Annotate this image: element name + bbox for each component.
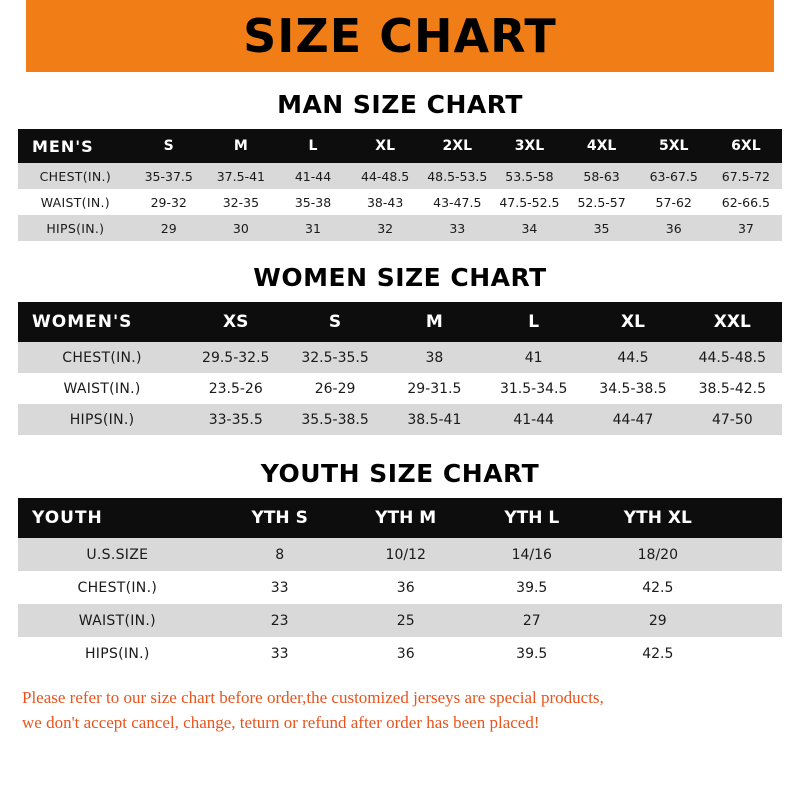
- footer-note-line-2: we don't accept cancel, change, teturn or refund after order has been placed!: [22, 712, 540, 732]
- table-row: [18, 189, 782, 215]
- content-area: [0, 72, 800, 800]
- youth-waist-s: 23: [217, 604, 343, 637]
- youth-row-hips-label: HIPS(IN.): [18, 637, 217, 670]
- youth-hips-s: 33: [217, 637, 343, 670]
- women-waist-m: 29-31.5: [385, 373, 484, 404]
- youth-waist-xl: 29: [595, 604, 721, 637]
- women-waist-s: 26-29: [285, 373, 384, 404]
- youth-chest-s: 33: [217, 571, 343, 604]
- man-header-label: MEN'S: [18, 129, 133, 163]
- man-col-5xl: 5XL: [638, 129, 710, 163]
- man-chest-2xl: 48.5-53.5: [421, 163, 493, 189]
- man-row-hips-label: HIPS(IN.): [18, 215, 133, 241]
- youth-col-s: YTH S: [217, 498, 343, 538]
- women-waist-xs: 23.5-26: [186, 373, 285, 404]
- women-hips-xl: 44-47: [583, 404, 682, 435]
- youth-row-chest-label: CHEST(IN.): [18, 571, 217, 604]
- footer-note-line-1: Please refer to our size chart before order,the customized jerseys are special products,: [22, 688, 604, 707]
- youth-waist-l: 27: [469, 604, 595, 637]
- women-header-label: WOMEN'S: [18, 302, 186, 342]
- table-row: [18, 373, 782, 404]
- youth-hips-spacer: [721, 637, 782, 670]
- women-row-hips-label: HIPS(IN.): [18, 404, 186, 435]
- youth-col-m: YTH M: [343, 498, 469, 538]
- youth-col-spacer: [721, 498, 782, 538]
- banner-right-edge: [774, 0, 800, 72]
- youth-ussize-xl: 18/20: [595, 538, 721, 571]
- man-row-chest-label: CHEST(IN.): [18, 163, 133, 189]
- women-col-xs: XS: [186, 302, 285, 342]
- man-chest-m: 37.5-41: [205, 163, 277, 189]
- man-chest-xl: 44-48.5: [349, 163, 421, 189]
- women-col-l: L: [484, 302, 583, 342]
- youth-ussize-spacer: [721, 538, 782, 571]
- man-waist-6xl: 62-66.5: [710, 189, 782, 215]
- page-title: SIZE CHART: [243, 9, 557, 63]
- man-hips-3xl: 34: [493, 215, 565, 241]
- table-row: [18, 342, 782, 373]
- youth-col-xl: YTH XL: [595, 498, 721, 538]
- women-chest-s: 32.5-35.5: [285, 342, 384, 373]
- women-col-m: M: [385, 302, 484, 342]
- table-header-row: [18, 302, 782, 342]
- man-col-m: M: [205, 129, 277, 163]
- man-hips-l: 31: [277, 215, 349, 241]
- man-size-table: [18, 129, 782, 241]
- women-waist-xl: 34.5-38.5: [583, 373, 682, 404]
- youth-ussize-s: 8: [217, 538, 343, 571]
- man-hips-xl: 32: [349, 215, 421, 241]
- man-col-3xl: 3XL: [493, 129, 565, 163]
- table-row: [18, 404, 782, 435]
- women-chest-xs: 29.5-32.5: [186, 342, 285, 373]
- header-banner: [0, 0, 800, 72]
- women-waist-xxl: 38.5-42.5: [683, 373, 782, 404]
- table-row: [18, 163, 782, 189]
- youth-hips-l: 39.5: [469, 637, 595, 670]
- man-col-6xl: 6XL: [710, 129, 782, 163]
- youth-hips-m: 36: [343, 637, 469, 670]
- youth-row-waist-label: WAIST(IN.): [18, 604, 217, 637]
- table-row: [18, 215, 782, 241]
- man-hips-s: 29: [133, 215, 205, 241]
- youth-hips-xl: 42.5: [595, 637, 721, 670]
- banner-left-edge: [0, 0, 26, 72]
- man-hips-2xl: 33: [421, 215, 493, 241]
- youth-chest-spacer: [721, 571, 782, 604]
- women-row-chest-label: CHEST(IN.): [18, 342, 186, 373]
- youth-ussize-m: 10/12: [343, 538, 469, 571]
- youth-header-label: YOUTH: [18, 498, 217, 538]
- man-section-title: MAN SIZE CHART: [277, 90, 523, 119]
- youth-waist-m: 25: [343, 604, 469, 637]
- table-header-row: [18, 129, 782, 163]
- man-chest-l: 41-44: [277, 163, 349, 189]
- man-waist-s: 29-32: [133, 189, 205, 215]
- man-col-4xl: 4XL: [566, 129, 638, 163]
- man-chest-5xl: 63-67.5: [638, 163, 710, 189]
- women-size-table: [18, 302, 782, 435]
- man-waist-l: 35-38: [277, 189, 349, 215]
- table-row: [18, 604, 782, 637]
- youth-ussize-l: 14/16: [469, 538, 595, 571]
- youth-col-l: YTH L: [469, 498, 595, 538]
- youth-row-ussize-label: U.S.SIZE: [18, 538, 217, 571]
- women-col-xxl: XXL: [683, 302, 782, 342]
- women-chest-l: 41: [484, 342, 583, 373]
- women-chest-m: 38: [385, 342, 484, 373]
- women-col-s: S: [285, 302, 384, 342]
- man-hips-4xl: 35: [566, 215, 638, 241]
- man-col-xl: XL: [349, 129, 421, 163]
- man-row-waist-label: WAIST(IN.): [18, 189, 133, 215]
- man-waist-xl: 38-43: [349, 189, 421, 215]
- table-row: [18, 538, 782, 571]
- man-col-l: L: [277, 129, 349, 163]
- man-waist-3xl: 47.5-52.5: [493, 189, 565, 215]
- women-waist-l: 31.5-34.5: [484, 373, 583, 404]
- man-col-s: S: [133, 129, 205, 163]
- youth-chest-xl: 42.5: [595, 571, 721, 604]
- man-hips-6xl: 37: [710, 215, 782, 241]
- man-waist-4xl: 52.5-57: [566, 189, 638, 215]
- women-section-title: WOMEN SIZE CHART: [253, 263, 547, 292]
- man-waist-m: 32-35: [205, 189, 277, 215]
- youth-chest-m: 36: [343, 571, 469, 604]
- women-hips-xxl: 47-50: [683, 404, 782, 435]
- man-chest-4xl: 58-63: [566, 163, 638, 189]
- women-hips-xs: 33-35.5: [186, 404, 285, 435]
- youth-section-title: YOUTH SIZE CHART: [260, 459, 540, 488]
- man-chest-6xl: 67.5-72: [710, 163, 782, 189]
- table-row: [18, 571, 782, 604]
- man-chest-3xl: 53.5-58: [493, 163, 565, 189]
- women-chest-xl: 44.5: [583, 342, 682, 373]
- man-waist-2xl: 43-47.5: [421, 189, 493, 215]
- man-hips-m: 30: [205, 215, 277, 241]
- table-header-row: [18, 498, 782, 538]
- man-hips-5xl: 36: [638, 215, 710, 241]
- youth-size-table: [18, 498, 782, 670]
- man-chest-s: 35-37.5: [133, 163, 205, 189]
- youth-chest-l: 39.5: [469, 571, 595, 604]
- women-hips-m: 38.5-41: [385, 404, 484, 435]
- man-waist-5xl: 57-62: [638, 189, 710, 215]
- table-row: [18, 637, 782, 670]
- women-chest-xxl: 44.5-48.5: [683, 342, 782, 373]
- women-hips-l: 41-44: [484, 404, 583, 435]
- youth-waist-spacer: [721, 604, 782, 637]
- women-row-waist-label: WAIST(IN.): [18, 373, 186, 404]
- women-col-xl: XL: [583, 302, 682, 342]
- footer-note: [18, 686, 782, 745]
- man-col-2xl: 2XL: [421, 129, 493, 163]
- women-hips-s: 35.5-38.5: [285, 404, 384, 435]
